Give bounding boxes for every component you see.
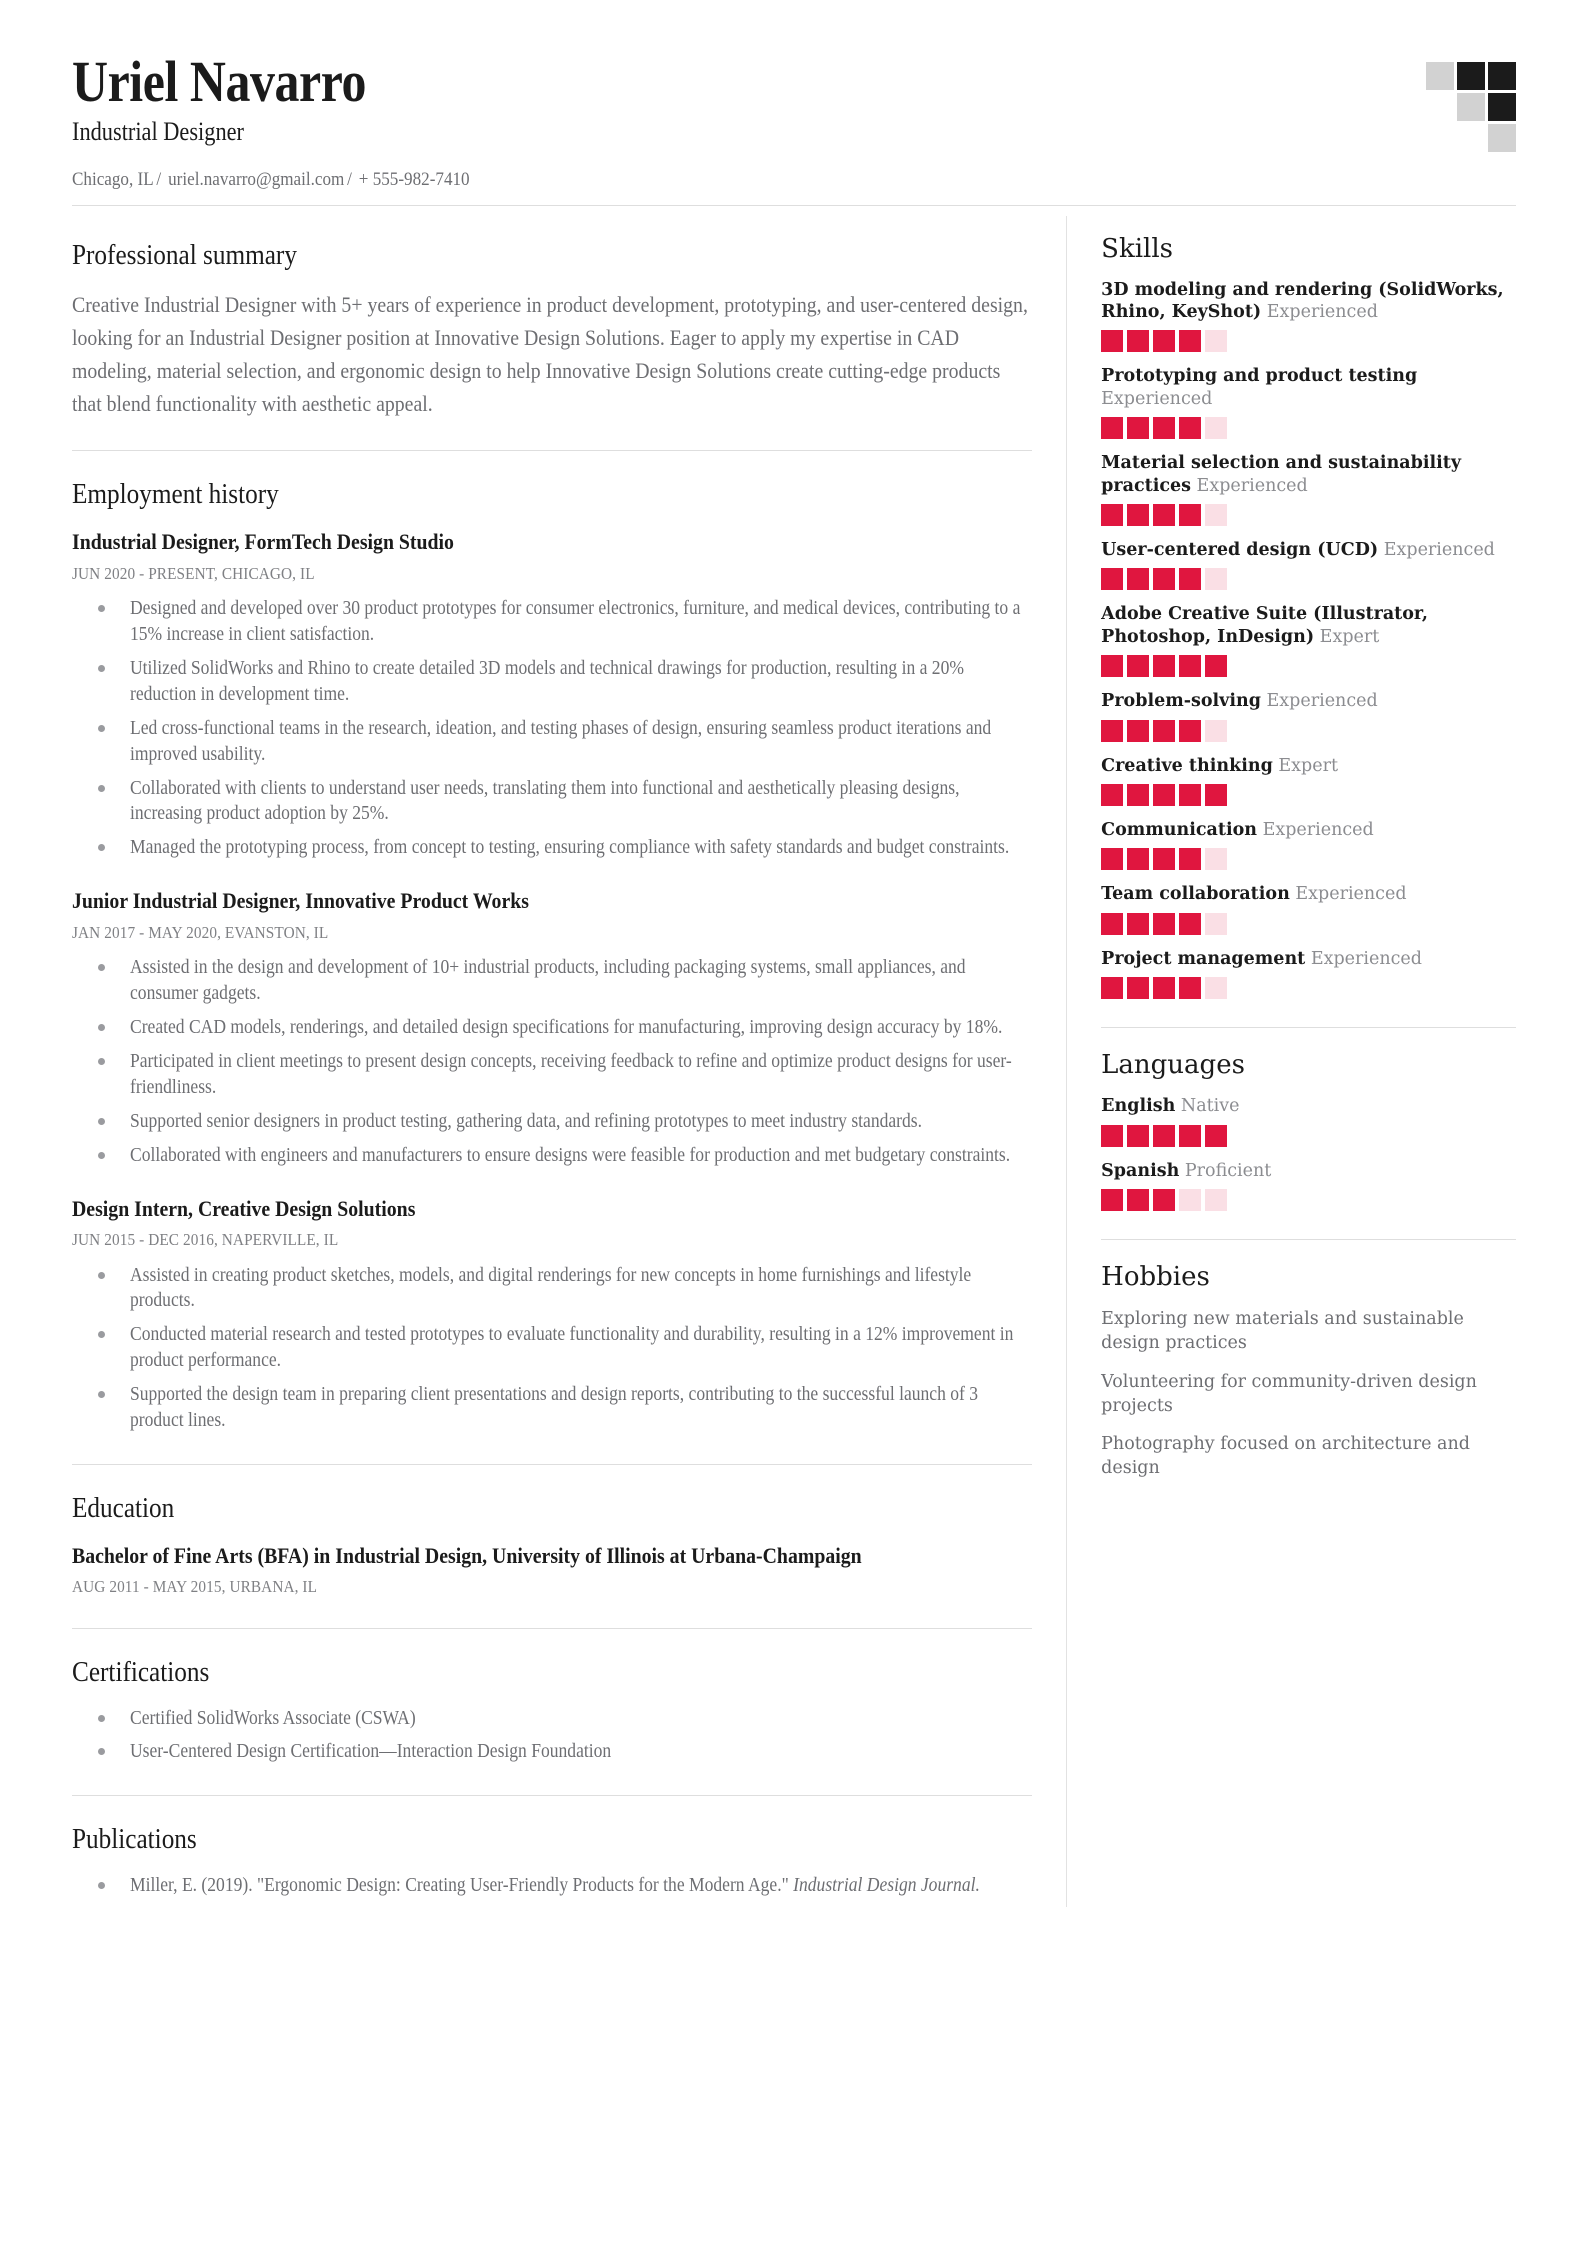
rating-square-filled: [1127, 655, 1149, 677]
skill-item: [1101, 883, 1516, 934]
skill-name: [1101, 690, 1516, 712]
section-title-employment: Employment history: [72, 478, 279, 511]
section-hobbies: [1101, 1262, 1516, 1480]
section-education: [72, 1491, 1032, 1598]
publication-citation: Miller, E. (2019). "Ergonomic Design: Creating User-Friendly Products for the Modern Age.": [130, 1875, 794, 1897]
rating-square-filled: [1127, 568, 1149, 590]
publication-list: [72, 1873, 1032, 1899]
job-bullet-text: Assisted in the design and development of 10+ industrial products, including packaging systems, small appliances, and consumer gadgets.: [130, 957, 966, 1005]
skill-item: [1101, 819, 1516, 870]
skill-rating: [1101, 720, 1516, 742]
skill-label: Problem-solving: [1101, 691, 1261, 712]
rating-square-filled: [1101, 504, 1123, 526]
rating-square-filled: [1101, 568, 1123, 590]
job-entry: [72, 528, 1032, 861]
publication-text: [130, 1873, 1031, 1899]
job-entry: [72, 1195, 1032, 1434]
rating-square-filled: [1153, 504, 1175, 526]
rating-square-filled: [1153, 977, 1175, 999]
job-bullet-text: Supported senior designers in product testing, gathering data, and refining prototypes to meet industry standards.: [130, 1110, 923, 1132]
rating-square-filled: [1179, 504, 1201, 526]
job-dates: JAN 2017 - MAY 2020: [72, 922, 218, 942]
rating-square-filled: [1153, 720, 1175, 742]
rating-square-filled: [1153, 913, 1175, 935]
rating-square-filled: [1127, 1125, 1149, 1147]
rating-square-filled: [1101, 330, 1123, 352]
job-entry: [72, 887, 1032, 1168]
job-list: [72, 528, 1032, 1434]
rating-square-filled: [1179, 330, 1201, 352]
job-bullet: [72, 776, 1032, 828]
skill-rating: [1101, 568, 1516, 590]
summary-divider: [72, 450, 1032, 451]
rating-square-empty: [1205, 720, 1227, 742]
skill-rating: [1101, 655, 1516, 677]
contact-location: Chicago, IL: [72, 168, 154, 190]
job-bullet: [72, 1263, 1032, 1315]
rating-square-filled: [1153, 568, 1175, 590]
section-publications: [72, 1822, 1032, 1899]
job-bullet: [72, 835, 1032, 861]
rating-square-filled: [1101, 977, 1123, 999]
job-dates: JUN 2020 - PRESENT: [72, 563, 215, 583]
skill-level: Experienced: [1101, 388, 1213, 409]
rating-square-filled: [1179, 784, 1201, 806]
logo-cell-empty: [1426, 124, 1454, 152]
rating-square-filled: [1179, 568, 1201, 590]
section-title-languages: Languages: [1101, 1050, 1245, 1081]
rating-square-filled: [1153, 330, 1175, 352]
rating-square-filled: [1101, 848, 1123, 870]
candidate-role: Industrial Designer: [72, 117, 245, 147]
publication-journal: Industrial Design Journal.: [793, 1875, 980, 1897]
hobby-list: [1101, 1307, 1516, 1480]
skill-label: User-centered design (UCD): [1101, 540, 1379, 561]
rating-square-filled: [1179, 720, 1201, 742]
skill-label: Creative thinking: [1101, 755, 1273, 776]
rating-square-filled: [1127, 720, 1149, 742]
rating-square-empty: [1205, 417, 1227, 439]
rating-square-filled: [1127, 784, 1149, 806]
hobby-item: Photography focused on architecture and design: [1101, 1433, 1470, 1479]
rating-square-filled: [1179, 417, 1201, 439]
rating-square-filled: [1179, 655, 1201, 677]
job-location: EVANSTON, IL: [224, 922, 329, 942]
skill-label: Material selection and sustainability practices: [1101, 453, 1462, 496]
skill-label: Project management: [1101, 948, 1306, 969]
skill-item: [1101, 755, 1516, 806]
language-rating: [1101, 1125, 1516, 1147]
skill-name: [1101, 948, 1516, 970]
skill-name: [1101, 883, 1516, 905]
rating-square-filled: [1179, 913, 1201, 935]
rating-square-filled: [1127, 330, 1149, 352]
logo-cell-light: [1488, 124, 1516, 152]
job-bullet: [72, 596, 1032, 648]
rating-square-filled: [1101, 720, 1123, 742]
rating-square-filled: [1101, 417, 1123, 439]
rating-square-filled: [1127, 977, 1149, 999]
job-bullet: [72, 955, 1032, 1007]
logo-cell-light: [1426, 62, 1454, 90]
rating-square-filled: [1101, 913, 1123, 935]
section-certifications: [72, 1655, 1032, 1766]
section-skills: [1101, 234, 1516, 1000]
skill-list: [1101, 279, 1516, 999]
skill-item: [1101, 603, 1516, 677]
languages-divider: [1101, 1239, 1516, 1240]
skill-name: [1101, 755, 1516, 777]
rating-square-filled: [1127, 504, 1149, 526]
sidebar-column: [1067, 206, 1516, 1908]
rating-square-filled: [1101, 1125, 1123, 1147]
job-bullet-text: Utilized SolidWorks and Rhino to create detailed 3D models and technical drawings for production, resulting in a 20% reduction in development time.: [130, 657, 964, 705]
skill-label: Prototyping and product testing: [1101, 366, 1418, 387]
hobby-item: Exploring new materials and sustainable design practices: [1101, 1309, 1464, 1354]
skill-level: Experienced: [1305, 948, 1422, 969]
job-bullet-list: [72, 1263, 1032, 1435]
language-label: English: [1101, 1096, 1176, 1117]
skill-label: 3D modeling and rendering (SolidWorks, Rhino, KeyShot): [1101, 279, 1504, 323]
job-bullet: [72, 1143, 1032, 1169]
education-location: URBANA, IL: [229, 1577, 318, 1597]
logo-cell-dark: [1488, 93, 1516, 121]
job-bullet: [72, 1015, 1032, 1041]
brand-logo-icon: [1426, 62, 1516, 152]
employment-divider: [72, 1464, 1032, 1465]
main-column: [72, 206, 1066, 1908]
contact-separator-1: /: [156, 168, 162, 190]
education-dates: AUG 2011 - MAY 2015: [72, 1577, 222, 1597]
job-dates: JUN 2015 - DEC 2016: [72, 1230, 214, 1250]
job-location: NAPERVILLE, IL: [221, 1230, 339, 1250]
language-name: [1101, 1095, 1516, 1117]
skill-level: Experienced: [1257, 819, 1374, 840]
education-divider: [72, 1628, 1032, 1629]
rating-square-filled: [1127, 848, 1149, 870]
skill-rating: [1101, 330, 1516, 352]
skill-item: [1101, 690, 1516, 741]
job-bullet-text: Assisted in creating product sketches, models, and digital renderings for new concepts in home furnishings and lifestyle products.: [130, 1264, 972, 1312]
skill-level: Experienced: [1289, 884, 1407, 905]
rating-square-empty: [1205, 977, 1227, 999]
job-title: Design Intern, Creative Design Solutions: [72, 1195, 416, 1221]
rating-square-filled: [1127, 913, 1149, 935]
skills-divider: [1101, 1027, 1516, 1028]
skill-item: [1101, 452, 1516, 526]
logo-cell-light: [1457, 93, 1485, 121]
hobby-item: Volunteering for community-driven design projects: [1101, 1371, 1477, 1416]
logo-cell-empty: [1457, 124, 1485, 152]
job-bullet: [72, 716, 1032, 768]
skill-level: Experienced: [1190, 475, 1308, 496]
section-title-education: Education: [72, 1492, 175, 1525]
logo-cell-dark: [1488, 62, 1516, 90]
skill-item: [1101, 539, 1516, 590]
job-title: Industrial Designer, FormTech Design Studio: [72, 529, 454, 555]
job-bullet: [72, 1049, 1032, 1101]
skill-level: Expert: [1314, 626, 1380, 647]
skill-label: Communication: [1101, 819, 1258, 840]
job-bullet-text: Conducted material research and tested prototypes to evaluate functionality and durability, resulting in a 12% improvement in product performance.: [130, 1324, 1014, 1372]
resume-header: [72, 49, 1516, 205]
certification-item: [72, 1739, 1032, 1765]
job-bullet: [72, 1109, 1032, 1135]
skill-level: Experienced: [1260, 691, 1378, 712]
contact-line: [72, 169, 1372, 191]
section-languages: [1101, 1050, 1516, 1211]
rating-square-filled: [1179, 848, 1201, 870]
resume-body: [72, 206, 1516, 1908]
job-location: CHICAGO, IL: [221, 563, 315, 583]
job-bullet: [72, 656, 1032, 708]
language-item: [1101, 1160, 1516, 1211]
section-title-certifications: Certifications: [72, 1655, 210, 1688]
skill-label: Adobe Creative Suite (Illustrator, Photoshop, InDesign): [1101, 604, 1428, 647]
skill-level: Experienced: [1378, 540, 1495, 561]
skill-name: [1101, 539, 1516, 561]
job-meta: JUN 2015 - DEC 2016, NAPERVILLE, IL: [72, 1230, 339, 1250]
job-bullet-text: Collaborated with engineers and manufacturers to ensure designs were feasible for production and met budgetary constraints.: [130, 1144, 1011, 1166]
job-title: Junior Industrial Designer, Innovative Product Works: [72, 888, 529, 914]
section-title-hobbies: Hobbies: [1101, 1262, 1210, 1293]
skill-rating: [1101, 913, 1516, 935]
rating-square-empty: [1205, 504, 1227, 526]
logo-cell-empty: [1426, 93, 1454, 121]
section-title-publications: Publications: [72, 1823, 197, 1856]
job-meta: JAN 2017 - MAY 2020, EVANSTON, IL: [72, 922, 329, 942]
education-meta: AUG 2011 - MAY 2015, URBANA, IL: [72, 1577, 318, 1597]
section-title-summary: Professional summary: [72, 238, 297, 271]
rating-square-filled: [1101, 1189, 1123, 1211]
skill-item: [1101, 948, 1516, 999]
language-rating: [1101, 1189, 1516, 1211]
skill-item: [1101, 365, 1516, 439]
language-label: Spanish: [1101, 1160, 1180, 1181]
rating-square-filled: [1153, 417, 1175, 439]
logo-cell-dark: [1457, 62, 1485, 90]
summary-text: Creative Industrial Designer with 5+ years of experience in product development, prototyping, and user-centered design, looking for an Industrial Designer position at Innovative Design Solutions. Eager to apply my expertise in CAD modeling, material selection, and ergonomic design to help Innovative Design Solutions create cutting-edge products that blend functionality with aesthetic appeal.: [72, 292, 1028, 417]
rating-square-filled: [1101, 655, 1123, 677]
rating-square-empty: [1205, 330, 1227, 352]
skill-level: Expert: [1272, 755, 1338, 776]
job-bullet-text: Collaborated with clients to understand user needs, translating them into functional and aesthetically pleasing designs, increasing product adoption by 25%.: [130, 777, 960, 825]
rating-square-empty: [1205, 568, 1227, 590]
job-bullet-text: Supported the design team in preparing client presentations and design reports, contributing to the successful launch of 3 product lines.: [130, 1384, 979, 1432]
rating-square-filled: [1205, 784, 1227, 806]
skill-name: [1101, 819, 1516, 841]
language-level: Native: [1175, 1096, 1240, 1117]
contact-email[interactable]: uriel.navarro@gmail.com: [168, 168, 345, 190]
job-bullet-text: Led cross-functional teams in the research, ideation, and testing phases of design, ensuring seamless product iterations and improved usability.: [130, 717, 992, 765]
candidate-name: Uriel Navarro: [72, 49, 367, 114]
rating-square-filled: [1153, 1125, 1175, 1147]
skill-label: Team collaboration: [1101, 884, 1290, 905]
job-bullet-text: Managed the prototyping process, from concept to testing, ensuring compliance with safety standards and budget constraints.: [130, 837, 1010, 859]
section-employment-history: [72, 477, 1032, 1434]
skill-level: Experienced: [1261, 302, 1378, 323]
rating-square-empty: [1205, 913, 1227, 935]
rating-square-filled: [1153, 1189, 1175, 1211]
rating-square-filled: [1127, 417, 1149, 439]
skill-item: [1101, 279, 1516, 353]
job-bullet-text: Participated in client meetings to present design concepts, receiving feedback to refine and optimize product designs for user-friendliness.: [130, 1050, 1012, 1098]
job-bullet-list: [72, 955, 1032, 1168]
language-list: [1101, 1095, 1516, 1211]
skill-name: [1101, 365, 1516, 410]
language-item: [1101, 1095, 1516, 1146]
section-professional-summary: [72, 238, 1032, 421]
rating-square-filled: [1205, 655, 1227, 677]
rating-square-filled: [1179, 977, 1201, 999]
rating-square-filled: [1179, 1125, 1201, 1147]
certification-text: Certified SolidWorks Associate (CSWA): [130, 1707, 416, 1729]
section-title-skills: Skills: [1101, 233, 1174, 264]
rating-square-filled: [1153, 655, 1175, 677]
job-bullet-text: Created CAD models, renderings, and detailed design specifications for manufacturing, improving design accuracy by 18%.: [130, 1017, 1003, 1039]
rating-square-empty: [1205, 1189, 1227, 1211]
rating-square-filled: [1153, 784, 1175, 806]
skill-rating: [1101, 848, 1516, 870]
contact-phone[interactable]: + 555-982-7410: [358, 168, 470, 190]
rating-square-filled: [1101, 784, 1123, 806]
certifications-divider: [72, 1795, 1032, 1796]
job-bullet-text: Designed and developed over 30 product prototypes for consumer electronics, furniture, and medical devices, contributing to a 15% increase in client satisfaction.: [130, 597, 1021, 645]
rating-square-filled: [1205, 1125, 1227, 1147]
certification-text: User-Centered Design Certification—Interaction Design Foundation: [130, 1741, 612, 1763]
skill-name: [1101, 603, 1516, 648]
contact-separator-2: /: [347, 168, 352, 190]
rating-square-empty: [1179, 1189, 1201, 1211]
skill-rating: [1101, 977, 1516, 999]
rating-square-filled: [1153, 848, 1175, 870]
publication-item: [72, 1873, 1032, 1899]
certification-item: [72, 1706, 1032, 1732]
rating-square-filled: [1127, 1189, 1149, 1211]
skill-rating: [1101, 417, 1516, 439]
skill-rating: [1101, 784, 1516, 806]
language-name: [1101, 1160, 1516, 1182]
education-degree: Bachelor of Fine Arts (BFA) in Industrial Design, University of Illinois at Urbana-Champaign: [72, 1542, 862, 1568]
skill-rating: [1101, 504, 1516, 526]
job-meta: JUN 2020 - PRESENT, CHICAGO, IL: [72, 563, 315, 583]
language-level: Proficient: [1179, 1160, 1272, 1181]
job-bullet: [72, 1322, 1032, 1374]
skill-name: [1101, 279, 1516, 324]
job-bullet-list: [72, 596, 1032, 861]
certification-list: [72, 1706, 1032, 1766]
job-bullet: [72, 1382, 1032, 1434]
skill-name: [1101, 452, 1516, 497]
rating-square-empty: [1205, 848, 1227, 870]
